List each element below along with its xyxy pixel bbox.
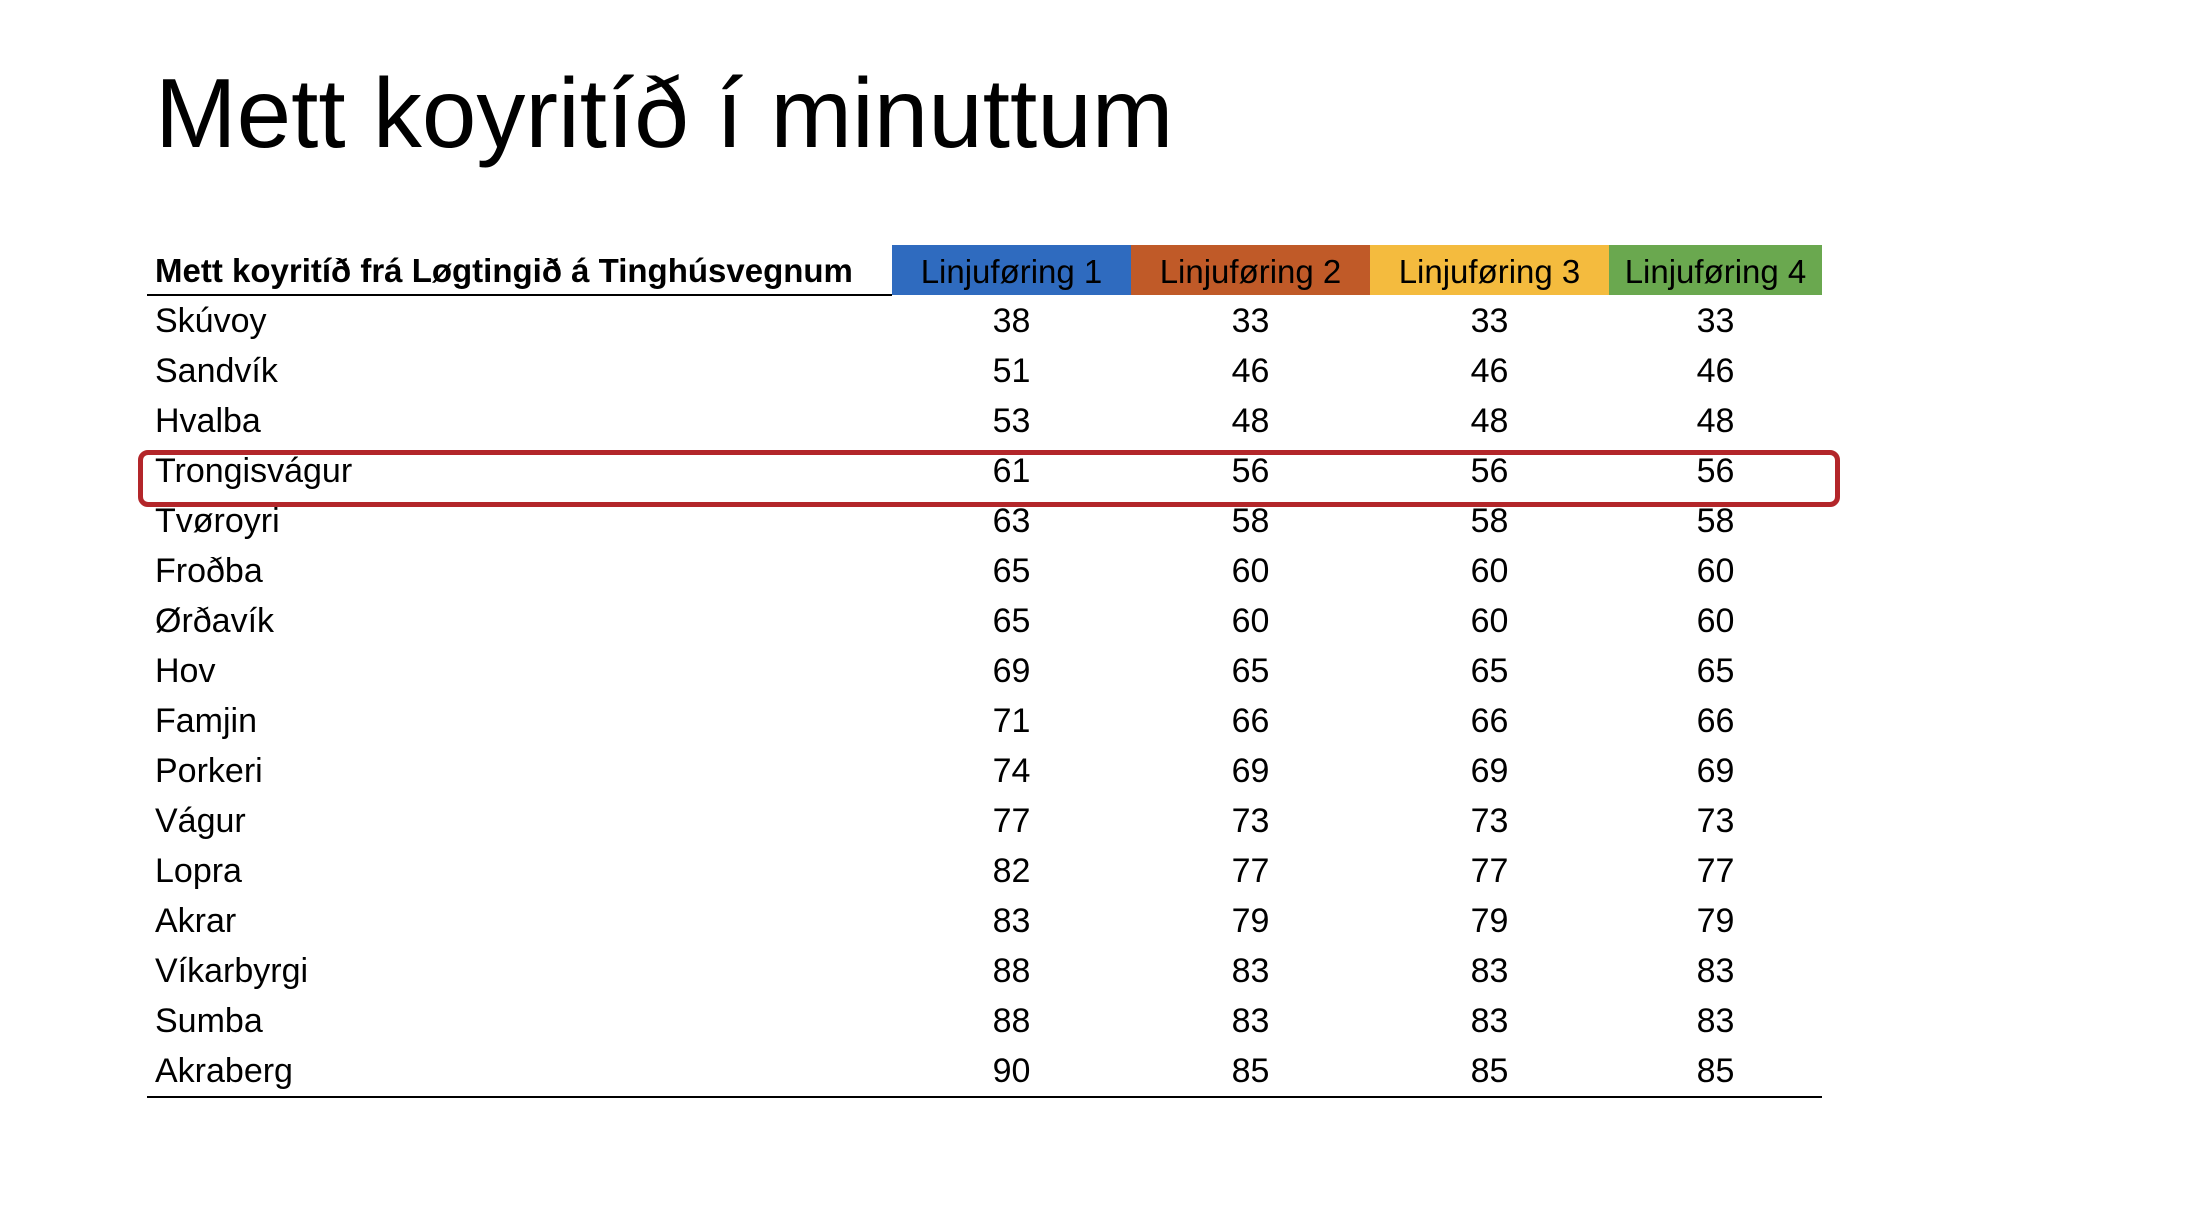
travel-time-cell: 33 xyxy=(1470,301,1509,340)
table-row xyxy=(147,346,1822,396)
travel-time-cell: 60 xyxy=(1696,552,1735,590)
travel-time-cell: 63 xyxy=(992,502,1031,540)
travel-time-cell: 56 xyxy=(1696,452,1735,490)
travel-time-cell: 66 xyxy=(1696,702,1735,740)
travel-time-cell: 83 xyxy=(1231,1002,1270,1040)
place-name-cell: Sandvík xyxy=(155,352,278,390)
travel-time-cell: 83 xyxy=(1231,952,1270,990)
travel-time-cell: 73 xyxy=(1470,802,1509,840)
travel-time-cell: 79 xyxy=(1231,902,1270,940)
travel-time-cell: 58 xyxy=(1696,502,1735,540)
travel-time-cell: 73 xyxy=(1231,802,1270,840)
travel-time-cell: 48 xyxy=(1231,402,1270,440)
travel-time-cell: 48 xyxy=(1696,402,1735,440)
place-name-cell: Ørðavík xyxy=(155,602,275,640)
travel-time-cell: 60 xyxy=(1231,552,1270,590)
travel-time-cell: 51 xyxy=(992,352,1031,390)
column-header-route-4: Linjuføring 4 xyxy=(1609,245,1822,295)
place-name-cell: Hvalba xyxy=(155,402,261,440)
travel-time-cell: 65 xyxy=(1696,652,1735,690)
table-row xyxy=(147,396,1822,446)
place-name-cell: Víkarbyrgi xyxy=(155,952,309,990)
travel-time-cell: 46 xyxy=(1696,352,1735,390)
place-name-cell: Trongisvágur xyxy=(155,452,353,490)
place-name-cell: Froðba xyxy=(155,552,263,590)
column-header-route-3: Linjuføring 3 xyxy=(1370,245,1609,295)
travel-time-cell: 83 xyxy=(1696,952,1735,990)
table-row xyxy=(147,546,1822,596)
column-header-route-2: Linjuføring 2 xyxy=(1131,245,1370,295)
table-row xyxy=(147,796,1822,846)
travel-time-cell: 60 xyxy=(1696,602,1735,640)
travel-time-cell: 83 xyxy=(1470,952,1509,990)
travel-time-cell: 77 xyxy=(1470,852,1509,890)
travel-time-cell: 58 xyxy=(1231,502,1270,540)
table-row xyxy=(147,946,1822,996)
table-row xyxy=(147,646,1822,696)
travel-time-cell: 71 xyxy=(992,702,1031,740)
slide-title: Mett koyritíð í minuttum xyxy=(155,58,1174,168)
travel-time-cell: 56 xyxy=(1231,452,1270,490)
place-name-cell: Hov xyxy=(155,652,216,690)
travel-time-cell: 65 xyxy=(1470,652,1509,690)
travel-time-cell: 85 xyxy=(1131,1046,1370,1097)
place-name-cell: Akrar xyxy=(155,902,237,940)
travel-time-cell: 60 xyxy=(1470,602,1509,640)
travel-time-cell: 60 xyxy=(1470,552,1509,590)
travel-time-cell: 83 xyxy=(992,902,1031,940)
travel-time-cell: 77 xyxy=(1696,852,1735,890)
place-name-cell: Akraberg xyxy=(147,1046,892,1097)
travel-time-cell: 79 xyxy=(1470,902,1509,940)
travel-time-cell: 69 xyxy=(992,652,1031,690)
place-name-cell: Tvøroyri xyxy=(155,502,280,540)
travel-time-cell: 83 xyxy=(1696,1002,1735,1040)
travel-time-cell: 38 xyxy=(992,301,1031,340)
travel-time-cell: 69 xyxy=(1696,752,1735,790)
travel-time-cell: 77 xyxy=(992,802,1031,840)
travel-time-table-container xyxy=(147,245,1822,1098)
travel-time-cell: 65 xyxy=(992,552,1031,590)
travel-time-cell: 61 xyxy=(992,452,1031,490)
table-row xyxy=(147,696,1822,746)
place-name-cell: Skúvoy xyxy=(155,302,267,340)
travel-time-cell: 65 xyxy=(992,602,1031,640)
travel-time-cell: 83 xyxy=(1470,1002,1509,1040)
table-header-row xyxy=(147,245,1822,295)
table-row xyxy=(147,295,1822,346)
table-row xyxy=(147,596,1822,646)
place-name-cell: Porkeri xyxy=(155,752,263,790)
travel-time-cell: 46 xyxy=(1470,352,1509,390)
travel-time-cell: 46 xyxy=(1231,352,1270,390)
place-name-cell: Famjin xyxy=(155,702,258,740)
travel-time-cell: 74 xyxy=(992,752,1031,790)
table-row xyxy=(147,1046,1822,1097)
travel-time-cell: 48 xyxy=(1470,402,1509,440)
travel-time-cell: 85 xyxy=(1370,1046,1609,1097)
place-name-cell: Lopra xyxy=(155,852,242,890)
travel-time-cell: 56 xyxy=(1470,452,1509,490)
highlight-box xyxy=(138,450,1840,507)
travel-time-cell: 69 xyxy=(1231,752,1270,790)
travel-time-cell: 88 xyxy=(992,952,1031,990)
table-row xyxy=(147,996,1822,1046)
table-row xyxy=(147,846,1822,896)
travel-time-cell: 82 xyxy=(992,852,1031,890)
table-header-label: Mett koyritíð frá Løgtingið á Tinghúsvegnum xyxy=(147,245,892,295)
travel-time-cell: 85 xyxy=(1609,1046,1822,1097)
travel-time-table xyxy=(147,245,1822,1098)
travel-time-cell: 33 xyxy=(1696,301,1735,340)
travel-time-cell: 90 xyxy=(892,1046,1131,1097)
travel-time-cell: 77 xyxy=(1231,852,1270,890)
travel-time-cell: 66 xyxy=(1470,702,1509,740)
travel-time-cell: 69 xyxy=(1470,752,1509,790)
table-row xyxy=(147,896,1822,946)
place-name-cell: Sumba xyxy=(155,1002,263,1040)
travel-time-cell: 33 xyxy=(1231,301,1270,340)
travel-time-cell: 88 xyxy=(992,1002,1031,1040)
travel-time-cell: 60 xyxy=(1231,602,1270,640)
travel-time-cell: 58 xyxy=(1470,502,1509,540)
place-name-cell: Vágur xyxy=(155,802,246,840)
travel-time-cell: 65 xyxy=(1231,652,1270,690)
table-body xyxy=(147,295,1822,1097)
travel-time-cell: 66 xyxy=(1231,702,1270,740)
travel-time-cell: 79 xyxy=(1696,902,1735,940)
column-header-route-1: Linjuføring 1 xyxy=(892,245,1131,295)
travel-time-cell: 73 xyxy=(1696,802,1735,840)
table-row xyxy=(147,746,1822,796)
travel-time-cell: 53 xyxy=(992,402,1031,440)
